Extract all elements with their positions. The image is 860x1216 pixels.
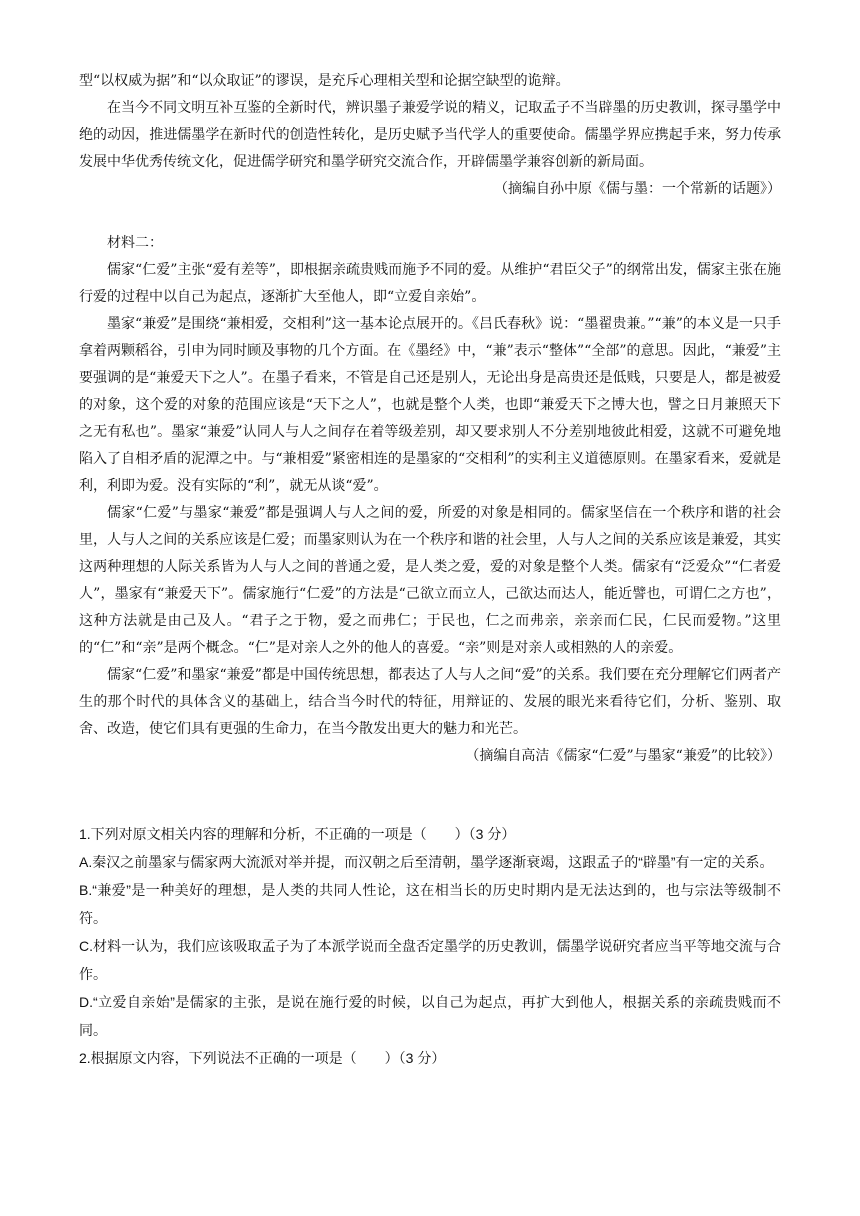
material1-paragraph-conclusion: 在当今不同文明互补互鉴的全新时代，辨识墨子兼爱学说的精义，记取孟子不当辟墨的历史教训，探寻墨学中绝的动因，推进儒墨学在新时代的创造性转化，是历史赋予当代学人的重要使命。儒墨学界应携起手来，努力传承发展中华优秀传统文化，促进儒学研究和墨学研究交流合作，开辟儒墨学兼容创新的新局面。 — [79, 100, 781, 170]
material1-paragraph-tail: 型“以权威为据”和“以众取证”的谬误，是充斥心理相关型和论据空缺型的诡辩。 — [79, 73, 570, 89]
question-1-option-c: C.材料一认为，我们应该吸取孟子为了本派学说而全盘否定墨学的历史教训，儒墨学说研究者应当平等地交流与合作。 — [79, 938, 781, 982]
material2-paragraph: 墨家“兼爱”是围绕“兼相爱，交相利”这一基本论点展开的。《吕氏春秋》说：“墨翟贵兼。”“兼”的本义是一只手拿着两颗稻谷，引申为同时顾及事物的几个方面。在《墨经》中，“兼”表示“整体”“全部”的意思。因此，“兼爱”主要强调的是“兼爱天下之人”。在墨子看来，不管是自己还是别人，无论出身是高贵还是低贱，只要是人，都是被爱的对象，这个爱的对象的范围应该是“天下之人”，也就是整个人类，也即“兼爱天下之博大也，譬之日月兼照天下之无有私也”。墨家“兼爱”认同人与人之间存在着等级差别，却又要求别人不分差别地彼此相爱，这就不可避免地陷入了自相矛盾的泥潭之中。与“兼相爱”紧密相连的是墨家的“交相利”的实利主义道德原则。在墨家看来，爱就是利，利即为爱。没有实际的“利”，就无从谈“爱”。 — [79, 316, 781, 494]
questions-section — [79, 820, 781, 1072]
material2-source: （摘编自高洁《儒家“仁爱”与墨家“兼爱”的比较》） — [465, 748, 781, 764]
material2-heading: 材料二： — [107, 235, 163, 251]
material2-paragraph: 儒家“仁爱”主张“爱有差等”，即根据亲疏贵贱而施予不同的爱。从维护“君臣父子”的纲常出发，儒家主张在施行爱的过程中以自己为起点，逐渐扩大至他人，即“立爱自亲始”。 — [79, 262, 781, 305]
question-1-option-d: D.“立爱自亲始”是儒家的主张，是说在施行爱的时候，以自己为起点，再扩大到他人，根据关系的亲疏贵贱而不同。 — [79, 994, 781, 1038]
material2-paragraph: 儒家“仁爱”与墨家“兼爱”都是强调人与人之间的爱，所爱的对象是相同的。儒家坚信在一个秩序和谐的社会里，人与人之间的关系应该是仁爱；而墨家则认为在一个秩序和谐的社会里，人与人之间的关系应该是兼爱，其实这两种理想的人际关系皆为人与人之间的普通之爱，是人类之爱，爱的对象是整个人类。儒家有“泛爱众”“仁者爱人”，墨家有“兼爱天下”。儒家施行“仁爱”的方法是“己欲立而立人，己欲达而达人，能近譬也，可谓仁之方也”，这种方法就是由己及人。“君子之于物，爱之而弗仁；于民也，仁之而弗亲，亲亲而仁民，仁民而爱物。”这里的“仁”和“亲”是两个概念。“仁”是对亲人之外的他人的喜爱。“亲”则是对亲人或相熟的人的亲爱。 — [79, 505, 781, 656]
material2-paragraph: 儒家“仁爱”和墨家“兼爱”都是中国传统思想，都表达了人与人之间“爱”的关系。我们要在充分理解它们两者产生的那个时代的具体含义的基础上，结合当今时代的特征，用辩证的、发展的眼光来看待它们，分析、鉴别、取舍、改造，使它们具有更强的生命力，在当今散发出更大的魅力和光芒。 — [79, 667, 781, 737]
question-1-option-b: B.“兼爱”是一种美好的理想，是人类的共同人性论，这在相当长的历史时期内是无法达到的，也与宗法等级制不符。 — [79, 882, 781, 926]
material1-source: （摘编自孙中原《儒与墨：一个常新的话题》） — [494, 181, 781, 197]
question-1-stem: 1.下列对原文相关内容的理解和分析，不正确的一项是（ ）（3 分） — [79, 826, 516, 842]
material1-tail — [79, 68, 781, 203]
question-1-option-a: A.秦汉之前墨家与儒家两大流派对举并提，而汉朝之后至清朝，墨学逐渐衰竭，这跟孟子的“辟墨”有一定的关系。 — [79, 854, 774, 870]
question-2-stem: 2.根据原文内容，下列说法不正确的一项是（ ）（3 分） — [79, 1050, 446, 1066]
material2 — [79, 230, 781, 770]
